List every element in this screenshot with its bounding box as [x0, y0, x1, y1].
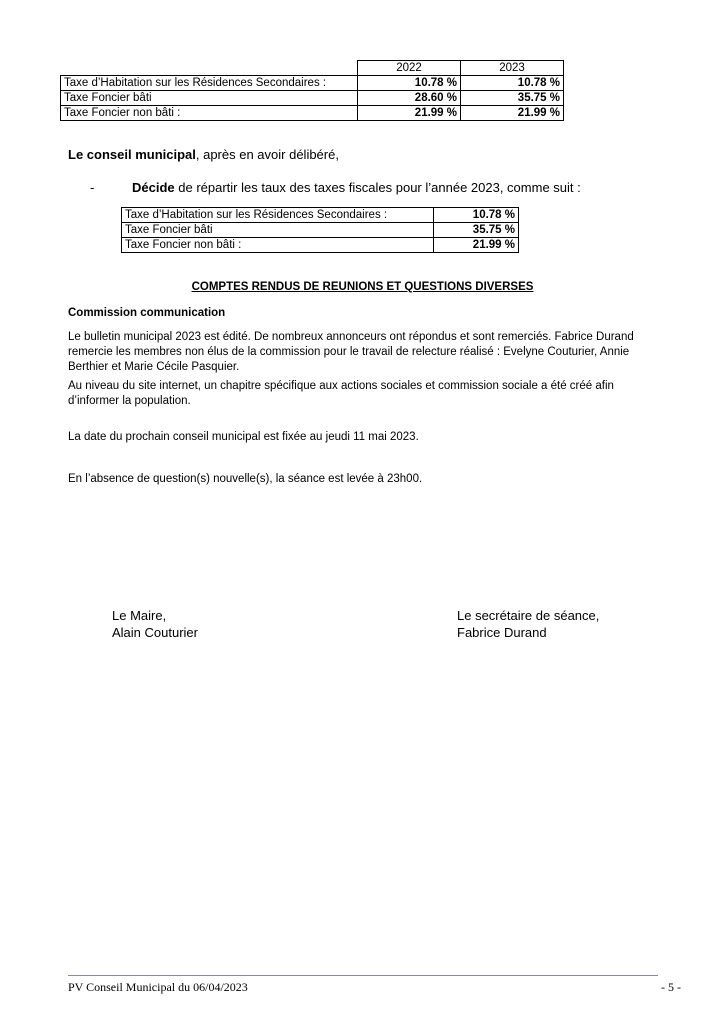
- table-row: [122, 208, 519, 223]
- footer-page-number: - 5 -: [661, 980, 681, 994]
- list-dash: -: [90, 180, 95, 195]
- table-row: [61, 106, 564, 121]
- decision-statement: [90, 180, 581, 195]
- rate-2023: 10.78 %: [461, 76, 564, 91]
- rate-2023: 35.75 %: [461, 91, 564, 106]
- decide-label: Décide: [132, 180, 175, 195]
- tax-label: Taxe Foncier bâti: [122, 223, 434, 238]
- tax-label: Taxe d’Habitation sur les Résidences Secondaires :: [61, 76, 358, 91]
- table-row: [61, 91, 564, 106]
- year-header-2022: 2022: [358, 61, 461, 76]
- secretary-signature-block: [457, 607, 599, 641]
- section-heading: COMPTES RENDUS DE REUNIONS ET QUESTIONS DIVERSES: [191, 281, 534, 293]
- rate-value: 35.75 %: [434, 223, 519, 238]
- rate-2023: 21.99 %: [461, 106, 564, 121]
- table-header-row: [61, 61, 564, 76]
- rate-2022: 28.60 %: [358, 91, 461, 106]
- tax-label: Taxe Foncier non bâti :: [122, 238, 434, 253]
- decided-tax-rates-table: [121, 207, 519, 253]
- table-row: [122, 223, 519, 238]
- table-row: [61, 76, 564, 91]
- council-statement: [68, 147, 339, 162]
- mayor-role: Le Maire,: [112, 608, 167, 623]
- tax-label: Taxe Foncier non bâti :: [61, 106, 358, 121]
- secretary-name: Fabrice Durand: [457, 625, 547, 640]
- rate-2022: 21.99 %: [358, 106, 461, 121]
- council-text: , après en avoir délibéré,: [195, 147, 339, 162]
- tax-label: Taxe Foncier bâti: [61, 91, 358, 106]
- paragraph-website: Au niveau du site internet, un chapitre spécifique aux actions sociales et commission sociale a été créé afin d’informer la population.: [68, 380, 614, 407]
- council-label: Le conseil municipal: [68, 147, 196, 162]
- table-row: [122, 238, 519, 253]
- tax-rates-comparison-table: [60, 60, 564, 121]
- paragraph-bulletin: Le bulletin municipal 2023 est édité. De nombreux annonceurs ont répondus et sont remerciés. Fabrice Durand remercie les membres non élus de la commission pour le travail de relecture réalisé : Evelyne Couturier, Annie Berthier et Marie Cécile Pasquier.: [68, 331, 634, 373]
- footer-document-title: PV Conseil Municipal du 06/04/2023: [68, 980, 248, 994]
- secretary-role: Le secrétaire de séance,: [457, 608, 600, 623]
- rate-2022: 10.78 %: [358, 76, 461, 91]
- mayor-name: Alain Couturier: [112, 625, 198, 640]
- paragraph-next-meeting: La date du prochain conseil municipal est fixée au jeudi 11 mai 2023.: [68, 431, 419, 443]
- table-corner-cell: [61, 61, 358, 76]
- tax-label: Taxe d’Habitation sur les Résidences Secondaires :: [122, 208, 434, 223]
- paragraph-closing: En l’absence de question(s) nouvelle(s), la séance est levée à 23h00.: [68, 473, 423, 485]
- rate-value: 21.99 %: [434, 238, 519, 253]
- decide-text: de répartir les taux des taxes fiscales pour l’année 2023, comme suit :: [174, 180, 581, 195]
- year-header-2023: 2023: [461, 61, 564, 76]
- footer-divider: [68, 975, 658, 976]
- subsection-heading: Commission communication: [68, 307, 226, 319]
- rate-value: 10.78 %: [434, 208, 519, 223]
- mayor-signature-block: [112, 607, 198, 641]
